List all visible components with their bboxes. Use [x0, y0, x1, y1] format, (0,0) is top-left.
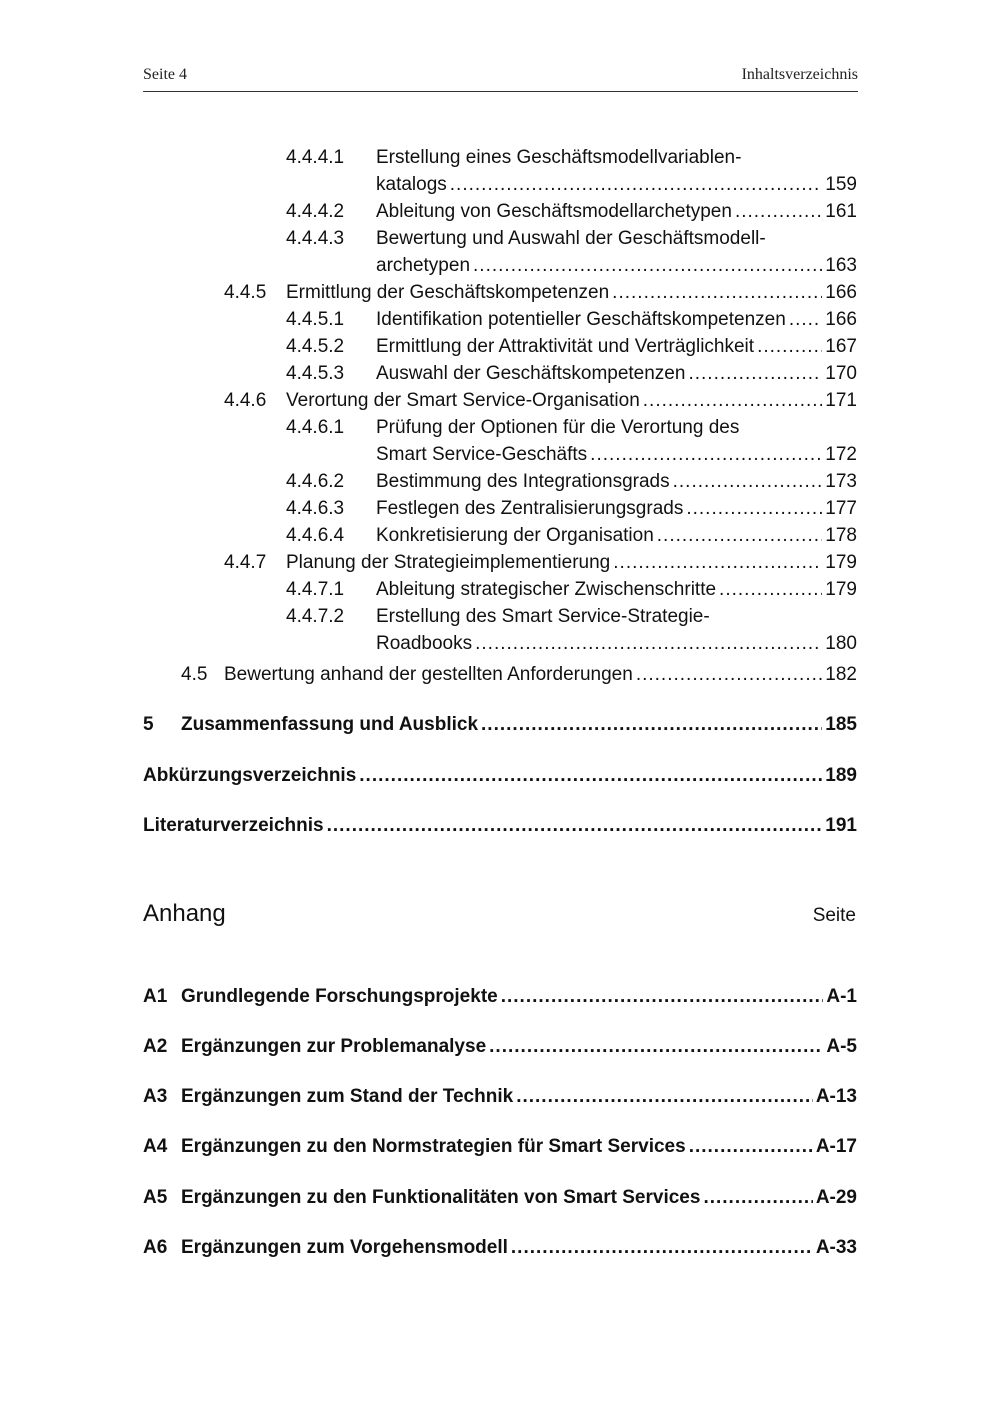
toc-entry-title-cont: archetypen: [376, 255, 471, 276]
leader-dots: [673, 469, 823, 495]
appendix-entry-page: A-33: [815, 1237, 857, 1258]
toc-entry-page: 180: [825, 633, 857, 654]
appendix-entry-page: A-13: [815, 1086, 857, 1107]
toc-entry-page: 178: [825, 525, 857, 546]
appendix-entry-number: A2: [143, 1036, 168, 1057]
toc-entry-number: 4.5: [181, 664, 208, 685]
leader-dots: [473, 253, 822, 279]
toc-entry-number: 4.4.4.1: [286, 147, 345, 168]
toc-entry-number: 4.4.5.1: [286, 309, 345, 330]
appendix-entry-number: A3: [143, 1086, 168, 1107]
toc-entry-title: Auswahl der Geschäftskompetenzen: [376, 363, 686, 384]
appendix-entry-number: A5: [143, 1187, 168, 1208]
page-header: [143, 66, 858, 90]
toc-entry-page: 179: [825, 579, 857, 600]
leader-dots: [735, 199, 822, 225]
toc-entry-title: Ermittlung der Geschäftskompetenzen: [286, 282, 610, 303]
toc-entry-page: 189: [825, 765, 857, 786]
toc-entry-page: 167: [825, 336, 857, 357]
toc-entry-number: 4.4.6: [224, 390, 267, 411]
toc-entry-title: Literaturverzeichnis: [143, 815, 324, 836]
leader-dots: [516, 1084, 813, 1110]
toc-entry-title: Ermittlung der Attraktivität und Verträglichkeit: [376, 336, 755, 357]
toc-entry-title: Planung der Strategieimplementierung: [286, 552, 611, 573]
leader-dots: [688, 361, 822, 387]
toc-entry-title: Zusammenfassung und Ausblick: [181, 714, 479, 735]
leader-dots: [450, 172, 823, 198]
toc-entry-title-cont: katalogs: [376, 174, 447, 195]
toc-entry-number: 4.4.5.2: [286, 336, 345, 357]
appendix-entry-title: Ergänzungen zur Problemanalyse: [181, 1036, 487, 1057]
toc-entry-page: 166: [825, 282, 857, 303]
toc-entry-page: 172: [825, 444, 857, 465]
toc-entry-number: 4.4.4.2: [286, 201, 345, 222]
toc-entry-page: 161: [825, 201, 857, 222]
toc-entry-title: Bewertung und Auswahl der Geschäftsmodell-: [376, 228, 766, 249]
toc-entry-title-cont: Smart Service-Geschäfts: [376, 444, 588, 465]
leader-dots: [511, 1235, 813, 1261]
leader-dots: [489, 1034, 823, 1060]
toc-entry-page: 163: [825, 255, 857, 276]
leader-dots: [590, 442, 822, 468]
toc-entry-page: 170: [825, 363, 857, 384]
leader-dots: [703, 1185, 812, 1211]
appendix-entry-title: Ergänzungen zum Vorgehensmodell: [181, 1237, 508, 1258]
leader-dots: [475, 631, 822, 657]
leader-dots: [719, 577, 822, 603]
leader-dots: [643, 388, 823, 414]
toc-entry-number: 4.4.5.3: [286, 363, 345, 384]
leader-dots: [612, 280, 822, 306]
toc-entry-page: 177: [825, 498, 857, 519]
appendix-heading: Anhang: [143, 900, 226, 927]
appendix-entry-page: A-5: [826, 1036, 857, 1057]
appendix-entry-number: A6: [143, 1237, 168, 1258]
appendix-page-label: Seite: [812, 905, 856, 926]
toc-entry-number: 4.4.6.1: [286, 417, 345, 438]
toc-entry-page: 171: [825, 390, 857, 411]
toc-entry-title: Verortung der Smart Service-Organisation: [286, 390, 640, 411]
toc-entry-page: 185: [825, 714, 857, 735]
appendix-entry-title: Ergänzungen zu den Normstrategien für Smart Services: [181, 1136, 686, 1157]
header-rule: [143, 91, 858, 92]
leader-dots: [689, 1134, 813, 1160]
toc-entry-title: Prüfung der Optionen für die Verortung des: [376, 417, 740, 438]
page-number: Seite 4: [143, 66, 187, 83]
toc-entry-number: 4.4.7: [224, 552, 267, 573]
toc-entry-title: Konkretisierung der Organisation: [376, 525, 654, 546]
toc-entry-title: Ableitung von Geschäftsmodellarchetypen: [376, 201, 732, 222]
leader-dots: [757, 334, 822, 360]
appendix-entry-page: A-17: [815, 1136, 857, 1157]
appendix-entry-title: Ergänzungen zum Stand der Technik: [181, 1086, 514, 1107]
toc-entry-title: Erstellung des Smart Service-Strategie-: [376, 606, 710, 627]
toc-entry-number: 4.4.5: [224, 282, 267, 303]
leader-dots: [501, 984, 824, 1010]
toc-entry-page: 173: [825, 471, 857, 492]
leader-dots: [657, 523, 823, 549]
appendix-entry-title: Ergänzungen zu den Funktionalitäten von Smart Services: [181, 1187, 701, 1208]
toc-entry-page: 159: [825, 174, 857, 195]
toc-entry-number: 4.4.6.2: [286, 471, 345, 492]
appendix-entry-page: A-29: [815, 1187, 857, 1208]
toc-entry-page: 191: [825, 815, 857, 836]
leader-dots: [327, 813, 823, 839]
toc-entry-title: Bewertung anhand der gestellten Anforderungen: [224, 664, 633, 685]
leader-dots: [636, 662, 822, 688]
leader-dots: [359, 763, 822, 789]
leader-dots: [613, 550, 822, 576]
running-title: Inhaltsverzeichnis: [741, 66, 858, 83]
toc-entry-number: 5: [143, 714, 154, 735]
toc-entry-page: 166: [825, 309, 857, 330]
toc-entry-title-cont: Roadbooks: [376, 633, 473, 654]
appendix-entry-number: A4: [143, 1136, 168, 1157]
toc-entry-number: 4.4.4.3: [286, 228, 345, 249]
leader-dots: [686, 496, 822, 522]
toc-entry-number: 4.4.7.1: [286, 579, 345, 600]
toc-entry-number: 4.4.7.2: [286, 606, 345, 627]
toc-entry-title: Erstellung eines Geschäftsmodellvariablen-: [376, 147, 742, 168]
toc-entry-title: Bestimmung des Integrationsgrads: [376, 471, 670, 492]
appendix-entry-number: A1: [143, 986, 168, 1007]
appendix-entry-page: A-1: [826, 986, 857, 1007]
toc-entry-page: 182: [825, 664, 857, 685]
leader-dots: [789, 307, 822, 333]
appendix-entry-title: Grundlegende Forschungsprojekte: [181, 986, 498, 1007]
toc-entry-title: Identifikation potentieller Geschäftskompetenzen: [376, 309, 786, 330]
toc-entry-title: Festlegen des Zentralisierungsgrads: [376, 498, 684, 519]
toc-entry-title: Ableitung strategischer Zwischenschritte: [376, 579, 717, 600]
leader-dots: [481, 712, 822, 738]
toc-entry-number: 4.4.6.3: [286, 498, 345, 519]
toc-entry-page: 179: [825, 552, 857, 573]
toc-entry-title: Abkürzungsverzeichnis: [143, 765, 357, 786]
toc-entry-number: 4.4.6.4: [286, 525, 345, 546]
